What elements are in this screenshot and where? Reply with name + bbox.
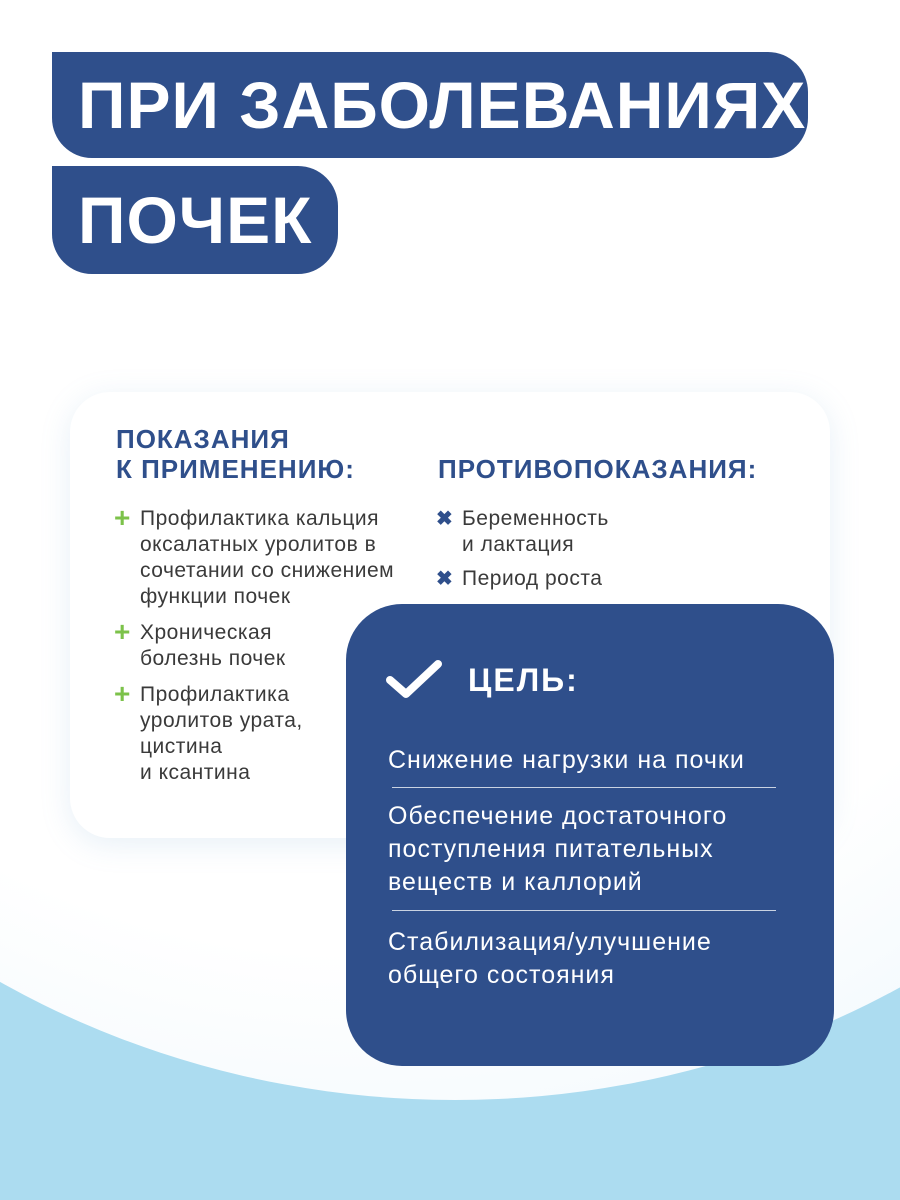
indication-line: цистина (140, 735, 223, 758)
contraindication-line: Период роста (462, 567, 603, 590)
indication-line: уролитов урата, (140, 709, 303, 732)
goal-item (388, 744, 808, 777)
contraindication-line: Беременность (462, 507, 609, 530)
goal-line: Стабилизация/улучшение (388, 928, 712, 956)
goal-card (346, 604, 834, 1066)
goal-line: веществ и каллорий (388, 868, 643, 896)
plus-icon: + (114, 678, 131, 709)
indication-item (114, 502, 410, 610)
indications-title-line-1: ПОКАЗАНИЯ (116, 424, 290, 454)
indication-line: функции почек (140, 585, 291, 608)
goal-line: Обеспечение достаточного (388, 802, 728, 830)
page-title-line-1: ПРИ ЗАБОЛЕВАНИЯХ (52, 52, 808, 158)
cross-icon: ✖ (436, 508, 454, 530)
indication-item (114, 678, 370, 786)
contraindication-item (436, 506, 702, 558)
checkmark-icon (386, 660, 442, 700)
plus-icon: + (114, 616, 131, 647)
contraindications-title: ПРОТИВОПОКАЗАНИЯ: (438, 454, 758, 484)
goal-line: поступления питательных (388, 835, 714, 863)
indication-line: Профилактика (140, 683, 290, 706)
contraindication-item (436, 566, 702, 592)
indication-line: сочетании со снижением (140, 559, 395, 582)
divider (392, 787, 776, 788)
indication-line: и ксантина (140, 761, 251, 784)
divider (392, 910, 776, 911)
indication-item (114, 616, 370, 672)
goal-title: ЦЕЛЬ: (468, 662, 579, 698)
cross-icon: ✖ (436, 568, 454, 590)
indications-title-line-2: К ПРИМЕНЕНИЮ: (116, 454, 355, 484)
indications-title (116, 424, 416, 484)
indication-line: болезнь почек (140, 647, 286, 670)
goal-item (388, 800, 808, 899)
indication-line: Профилактика кальция (140, 507, 379, 530)
indication-line: Хроническая (140, 621, 273, 644)
contraindication-line: и лактация (462, 533, 575, 556)
goal-line: Снижение нагрузки на почки (388, 746, 745, 774)
indication-line: оксалатных уролитов в (140, 533, 377, 556)
goal-line: общего состояния (388, 961, 615, 989)
plus-icon: + (114, 502, 131, 533)
page-title-line-2: ПОЧЕК (52, 166, 338, 274)
goal-item (388, 926, 808, 992)
